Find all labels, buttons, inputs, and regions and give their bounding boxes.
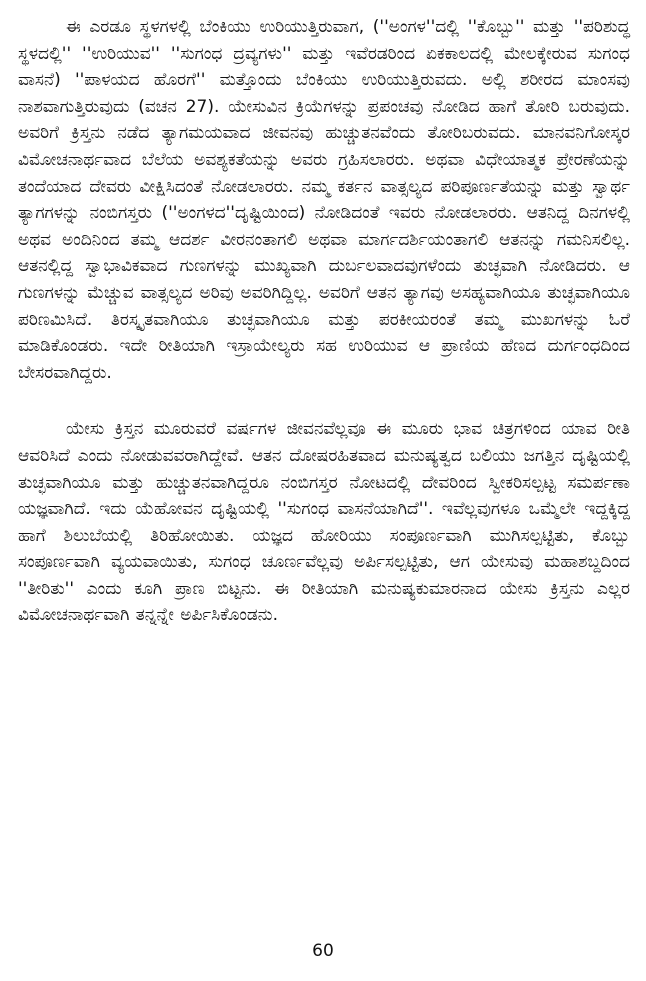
body-paragraph-1: ಈ ಎರಡೂ ಸ್ಥಳಗಳಲ್ಲಿ ಬೆಂಕಿಯು ಉರಿಯುತ್ತಿರುವಾಗ, (''ಅಂಗಳ''ದಲ್ಲಿ ''ಕೊಬ್ಬು'' ಮತ್ತು ''ಪರಿಶುದ್ಧ ಸ್ಥಳದಲ್ಲಿ'' ''ಉರಿಯುವ'' ''ಸುಗಂಧ ದ್ರವ್ಯಗಳು'' ಮತ್ತು ಇವೆರಡರಿಂದ ಏಕಕಾಲದಲ್ಲಿ ಮೇಲಕ್ಕೇರುವ ಸುಗಂಧ ವಾಸನೆ) ''ಪಾಳಯದ ಹೊರಗೆ'' ಮತ್ತೊಂದು ಬೆಂಕಿಯು ಉರಿಯುತ್ತಿರುವದು. ಅಲ್ಲಿ ಶರೀರದ ಮಾಂಸವು ನಾಶವಾಗುತ್ತಿರುವುದು (ವಚನ 27). ಯೇಸುವಿನ ಕ್ರಿಯೆಗಳನ್ನು ಪ್ರಪಂಚವು ನೋಡಿದ ಹಾಗೆ ತೋರಿ ಬರುವುದು. ಅವರಿಗೆ ಕ್ರಿಸ್ತನು ನಡೆದ ತ್ಯಾಗಮಯವಾದ ಜೀವನವು ಹುಚ್ಚುತನವೆಂದು ತೋರಿಬರುವದು. ಮಾನವನಿಗೋಸ್ಕರ ವಿಮೋಚನಾರ್ಥವಾದ ಬೆಲೆಯ ಅವಶ್ಯಕತೆಯನ್ನು ಅವರು ಗ್ರಹಿಸಲಾರರು. ಅಥವಾ ವಿಧೇಯಾತ್ಮಕ ಪ್ರೇರಣೆಯನ್ನು ತಂದೆಯಾದ ದೇವರು ವೀಕ್ಷಿಸಿದಂತೆ ನೋಡಲಾರರು. ನಮ್ಮ ಕರ್ತನ ವಾತ್ಸಲ್ಯದ ಪರಿಪೂರ್ಣತೆಯನ್ನು ಮತ್ತು ಸ್ವಾರ್ಥ ತ್ಯಾಗಗಳನ್ನು ನಂಬಿಗಸ್ತರು (''ಅಂಗಳದ''ದೃಷ್ಟಿಯಿಂದ) ನೋಡಿದಂತೆ ಇವರು ನೋಡಲಾರರು. ಆತನಿದ್ದ ದಿನಗಳಲ್ಲಿ ಅಥವ ಅಂದಿನಿಂದ ತಮ್ಮ ಆದರ್ಶ ವೀರನಂತಾಗಲಿ ಅಥವಾ ಮಾರ್ಗದರ್ಶಿಯಂತಾಗಲಿ ಆತನನ್ನು ಗಮನಿಸಲಿಲ್ಲ. ಆತನಲ್ಲಿದ್ದ ಸ್ವಾಭಾವಿಕವಾದ ಗುಣಗಳನ್ನು ಮುಖ್ಯವಾಗಿ ದುರ್ಬಲವಾದವುಗಳೆಂದು ತುಚ್ಛವಾಗಿ ನೋಡಿದರು. ಆ ಗುಣಗಳನ್ನು ಮೆಚ್ಚುವ ವಾತ್ಸಲ್ಯದ ಅರಿವು ಅವರಿಗಿದ್ದಿಲ್ಲ. ಅವರಿಗೆ ಆತನ ತ್ಯಾಗವು ಅಸಹ್ಯವಾಗಿಯೂ ತುಚ್ಛವಾಗಿಯೂ ಪರಿಣಮಿಸಿದೆ. ತಿರಸ್ಕೃತವಾಗಿಯೂ ತುಚ್ಛವಾಗಿಯೂ ಮತ್ತು ಪರಕೀಯರಂತೆ ತಮ್ಮ ಮುಖಗಳನ್ನು ಓರೆ ಮಾಡಿಕೊಂಡರು. ಇದೇ ರೀತಿಯಾಗಿ ಇಸ್ರಾಯೇಲ್ಯರು ಸಹ ಉರಿಯುವ ಆ ಪ್ರಾಣಿಯ ಹೆಣದ ದುರ್ಗಂಧದಿಂದ ಬೇಸರವಾಗಿದ್ದರು.: [18, 17, 630, 383]
body-paragraph-2: ಯೇಸು ಕ್ರಿಸ್ತನ ಮೂರುವರೆ ವರ್ಷಗಳ ಜೀವನವೆಲ್ಲವೂ ಈ ಮೂರು ಭಾವ ಚಿತ್ರಗಳಿಂದ ಯಾವ ರೀತಿ ಆವರಿಸಿದೆ ಎಂದು ನೋಡುವವರಾಗಿದ್ದೇವೆ. ಆತನ ದೋಷರಹಿತವಾದ ಮನುಷ್ಯತ್ವದ ಬಲಿಯು ಜಗತ್ತಿನ ದೃಷ್ಟಿಯಲ್ಲಿ ತುಚ್ಛವಾಗಿಯೂ ಮತ್ತು ಹುಚ್ಚುತನವಾಗಿದ್ದರೂ ನಂಬಿಗಸ್ತರ ನೋಟದಲ್ಲಿ ದೇವರಿಂದ ಸ್ವೀಕರಿಸಲ್ಪಟ್ಟ ಸಮರ್ಪಣಾ ಯಜ್ಞವಾಗಿದೆ. ಇದು ಯೆಹೋವನ ದೃಷ್ಟಿಯಲ್ಲಿ ''ಸುಗಂಧ ವಾಸನೆಯಾಗಿದೆ''. ಇವೆಲ್ಲವುಗಳೂ ಒಮ್ಮೆಲೇ ಇದ್ದಕ್ಕಿದ್ದ ಹಾಗೆ ಶಿಲುಬೆಯಲ್ಲಿ ತಿರಿಹೋಯಿತು. ಯಜ್ಞದ ಹೋರಿಯು ಸಂಪೂರ್ಣವಾಗಿ ಮುಗಿಸಲ್ಪಟ್ಟಿತು, ಕೊಬ್ಬು ಸಂಪೂರ್ಣವಾಗಿ ವ್ಯಯವಾಯಿತು, ಸುಗಂಧ ಚೂರ್ಣವೆಲ್ಲವು ಅರ್ಪಿಸಲ್ಪಟ್ಟಿತು, ಆಗ ಯೇಸುವು ಮಹಾಶಬ್ದದಿಂದ ''ತೀರಿತು'' ಎಂದು ಕೂಗಿ ಪ್ರಾಣ ಬಿಟ್ಟನು. ಈ ರೀತಿಯಾಗಿ ಮನುಷ್ಯಕುಮಾರನಾದ ಯೇಸು ಕ್ರಿಸ್ತನು ಎಲ್ಲರ ವಿಮೋಚನಾರ್ಥವಾಗಿ ತನ್ನನ್ನೇ ಅರ್ಪಿಸಿಕೊಂಡನು.: [18, 419, 630, 626]
page-number: 60: [312, 941, 334, 961]
